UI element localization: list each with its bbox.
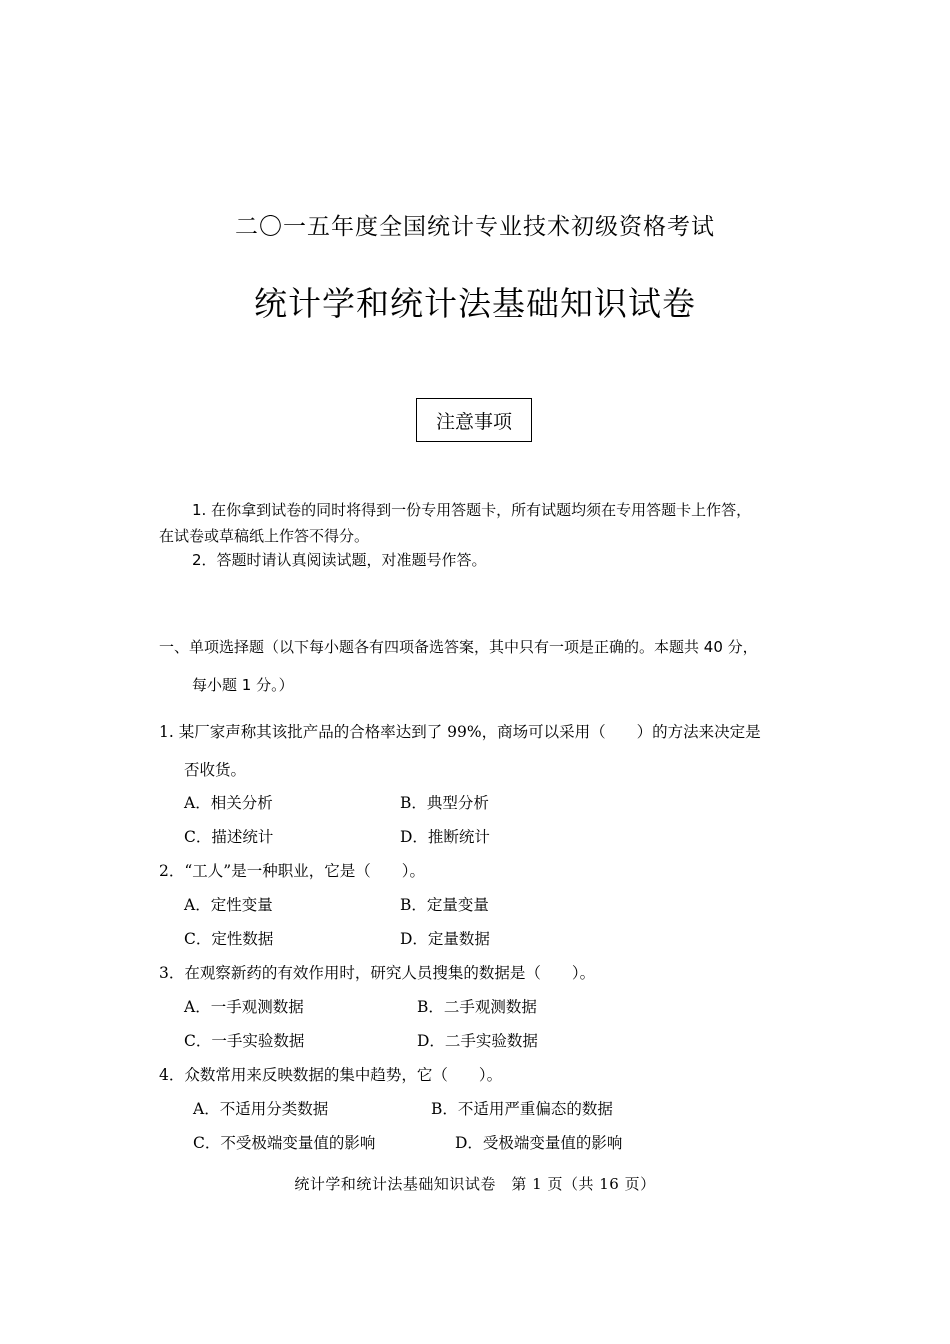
question-2-option-b: B．定量变量 xyxy=(400,896,489,914)
question-4-option-b: B．不适用严重偏态的数据 xyxy=(431,1100,613,1118)
question-1-stem-line-2: 否收货。 xyxy=(184,761,247,779)
question-4-option-c: C．不受极端变量值的影响 xyxy=(193,1134,376,1152)
notice-title-box xyxy=(416,398,532,442)
question-1-option-b: B．典型分析 xyxy=(400,794,489,812)
question-3-option-a: A．一手观测数据 xyxy=(184,998,304,1016)
question-4-option-a: A．不适用分类数据 xyxy=(193,1100,329,1118)
question-4-option-d: D．受极端变量值的影响 xyxy=(455,1134,623,1152)
question-1-option-a: A．相关分析 xyxy=(184,794,273,812)
notice-title: 注意事项 xyxy=(435,410,512,433)
paper-title: 统计学和统计法基础知识试卷 xyxy=(254,284,696,323)
question-3-option-d: D．二手实验数据 xyxy=(417,1032,538,1050)
question-3-stem: 3．在观察新药的有效作用时，研究人员搜集的数据是（ ）。 xyxy=(159,964,596,982)
question-1-option-c: C．描述统计 xyxy=(184,828,274,846)
question-2-option-a: A．定性变量 xyxy=(184,896,273,914)
section-1-heading-line-2: 每小题 1 分。） xyxy=(192,676,294,694)
section-1-heading-line-1: 一、单项选择题（以下每小题各有四项备选答案，其中只有一项是正确的。本题共 40 分， xyxy=(159,638,758,656)
question-1-option-d: D．推断统计 xyxy=(400,828,490,846)
question-1-stem-line-1: 1. 某厂家声称其该批产品的合格率达到了 99%，商场可以采用（ ）的方法来决定是 xyxy=(159,723,761,741)
notice-item-2: 2．答题时请认真阅读试题，对准题号作答。 xyxy=(192,551,487,569)
question-2-option-d: D．定量数据 xyxy=(400,930,490,948)
question-3-option-c: C．一手实验数据 xyxy=(184,1032,305,1050)
notice-item-1-line-1: 1. 在你拿到试卷的同时将得到一份专用答题卡，所有试题均须在专用答题卡上作答， xyxy=(192,501,752,519)
notice-item-1-line-2: 在试卷或草稿纸上作答不得分。 xyxy=(159,527,370,545)
page-footer: 统计学和统计法基础知识试卷 第 1 页（共 16 页） xyxy=(294,1175,656,1193)
question-4-stem: 4．众数常用来反映数据的集中趋势，它（ ）。 xyxy=(159,1066,503,1084)
question-3-option-b: B．二手观测数据 xyxy=(417,998,537,1016)
exam-title: 二〇一五年度全国统计专业技术初级资格考试 xyxy=(235,214,715,240)
question-2-stem: 2．“工人”是一种职业，它是（ ）。 xyxy=(159,862,425,880)
question-2-option-c: C．定性数据 xyxy=(184,930,274,948)
